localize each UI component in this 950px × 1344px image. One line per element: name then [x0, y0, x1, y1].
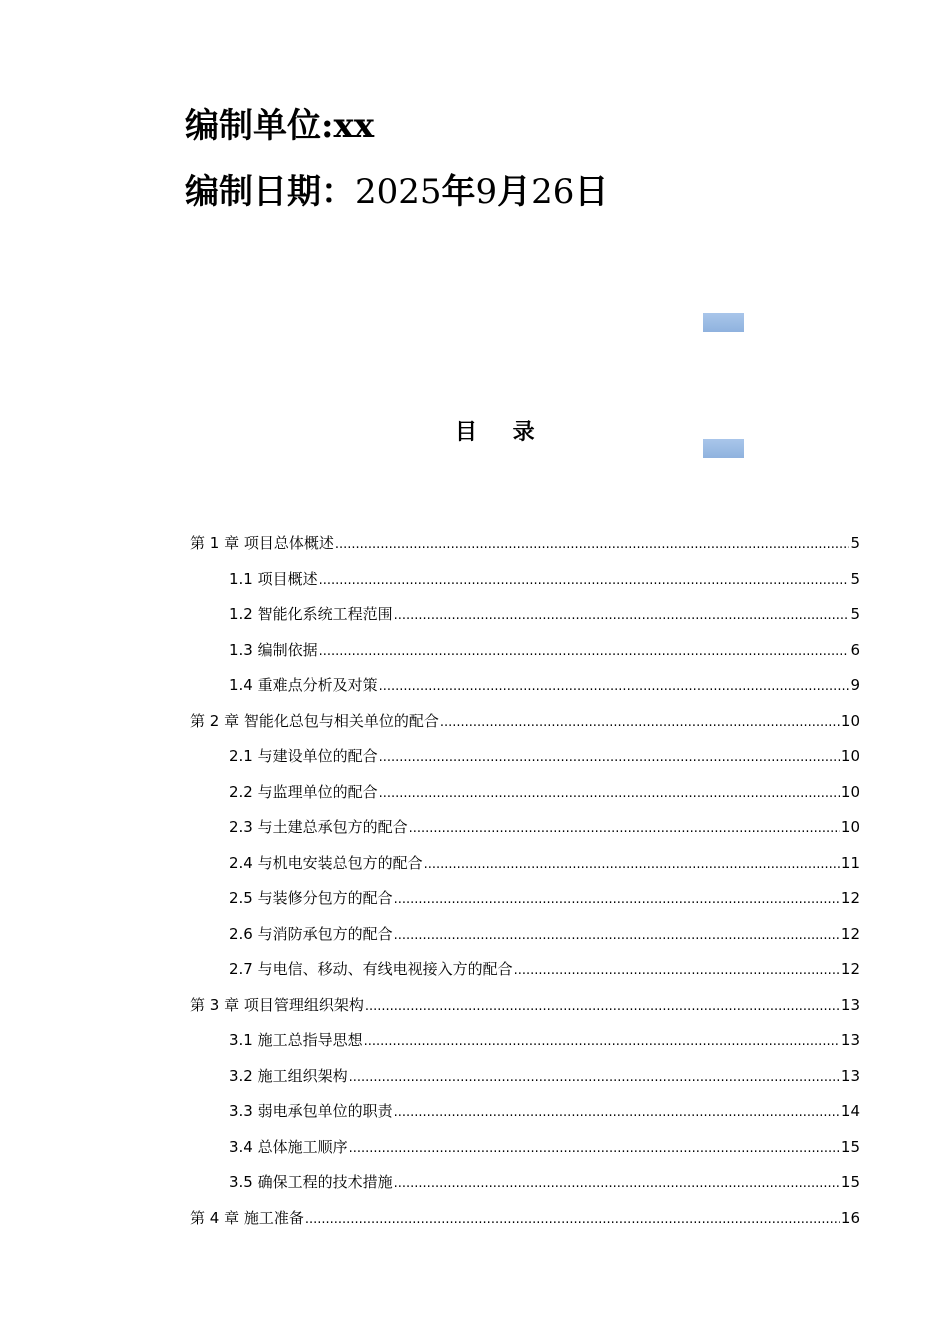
toc-entry-label: 2.7 与电信、移动、有线电视接入方的配合	[229, 960, 513, 978]
toc-entry-label: 2.5 与装修分包方的配合	[229, 889, 393, 907]
toc-entry-page: 15	[840, 1173, 860, 1191]
toc-leader-dots	[409, 811, 840, 847]
toc-entry-1-3[interactable]	[190, 633, 860, 669]
toc-entry-2-7[interactable]	[190, 952, 860, 988]
toc-entry-label: 3.3 弱电承包单位的职责	[229, 1102, 393, 1120]
toc-entry-3-4[interactable]	[190, 1130, 860, 1166]
toc-leader-dots	[394, 918, 840, 954]
toc-leader-dots	[319, 634, 850, 670]
toc-leader-dots	[364, 1024, 840, 1060]
toc-leader-dots	[394, 1095, 840, 1131]
toc-entry-page: 5	[850, 534, 860, 552]
toc-entry-page: 12	[840, 889, 860, 907]
toc-entry-page: 10	[840, 818, 860, 836]
toc-entry-page: 13	[840, 1031, 860, 1049]
toc-leader-dots	[514, 953, 840, 989]
toc-entry-chapter-3[interactable]	[190, 988, 860, 1024]
toc-entry-label: 2.3 与土建总承包方的配合	[229, 818, 408, 836]
toc-leader-dots	[365, 989, 840, 1025]
toc-entry-page: 14	[840, 1102, 860, 1120]
blue-marker-lower	[703, 439, 744, 458]
toc-entry-page: 15	[840, 1137, 860, 1156]
toc-entry-page: 12	[840, 924, 860, 943]
toc-leader-dots	[349, 1060, 840, 1096]
toc-entry-label: 2.2 与监理单位的配合	[229, 782, 378, 801]
toc-entry-label: 第 2 章 智能化总包与相关单位的配合	[190, 711, 439, 730]
toc-leader-dots	[349, 1131, 840, 1167]
toc-entry-2-5[interactable]	[190, 881, 860, 917]
toc-entry-chapter-4[interactable]	[190, 1201, 860, 1237]
date-prefix: 编制日期：	[185, 172, 355, 212]
toc-entry-3-3[interactable]	[190, 1094, 860, 1130]
date-month-char: 月	[497, 172, 532, 212]
toc-entry-page: 5	[850, 605, 860, 623]
toc-entry-page: 5	[850, 569, 860, 588]
toc-entry-1-2[interactable]	[190, 597, 860, 633]
compiling-unit: 编制单位:xx	[185, 106, 375, 146]
date-year: 2025	[355, 172, 442, 212]
toc-entry-label: 2.6 与消防承包方的配合	[229, 924, 393, 943]
date-month: 9	[475, 172, 498, 212]
table-of-contents	[190, 526, 860, 1236]
toc-entry-label: 第 1 章 项目总体概述	[190, 534, 334, 552]
toc-entry-page: 13	[840, 1066, 860, 1085]
toc-entry-label: 1.4 重难点分析及对策	[229, 676, 378, 694]
toc-entry-page: 11	[840, 853, 860, 872]
toc-entry-3-5[interactable]	[190, 1165, 860, 1201]
toc-entry-label: 2.1 与建设单位的配合	[229, 747, 378, 765]
toc-title: 目 录	[455, 420, 549, 445]
toc-entry-label: 3.5 确保工程的技术措施	[229, 1173, 393, 1191]
toc-entry-3-1[interactable]	[190, 1023, 860, 1059]
toc-entry-label: 3.2 施工组织架构	[229, 1066, 348, 1085]
toc-entry-label: 3.1 施工总指导思想	[229, 1031, 363, 1049]
toc-entry-1-4[interactable]	[190, 668, 860, 704]
toc-entry-label: 1.1 项目概述	[229, 569, 318, 588]
toc-entry-2-3[interactable]	[190, 810, 860, 846]
toc-entry-2-6[interactable]	[190, 917, 860, 953]
toc-leader-dots	[379, 669, 850, 705]
toc-entry-page: 6	[850, 640, 860, 659]
toc-leader-dots	[305, 1202, 840, 1238]
toc-entry-1-1[interactable]	[190, 562, 860, 598]
blue-marker-upper	[703, 313, 744, 332]
toc-entry-page: 12	[840, 960, 860, 978]
toc-leader-dots	[394, 598, 850, 634]
toc-entry-label: 3.4 总体施工顺序	[229, 1137, 348, 1156]
toc-entry-page: 13	[840, 995, 860, 1014]
toc-leader-dots	[440, 705, 840, 741]
compiling-date	[185, 172, 608, 212]
toc-entry-3-2[interactable]	[190, 1059, 860, 1095]
toc-entry-page: 16	[840, 1208, 860, 1227]
toc-entry-page: 10	[840, 711, 860, 730]
date-day: 26	[531, 172, 575, 212]
toc-entry-2-2[interactable]	[190, 775, 860, 811]
toc-entry-label: 1.2 智能化系统工程范围	[229, 605, 393, 623]
toc-leader-dots	[379, 776, 840, 812]
toc-leader-dots	[394, 882, 840, 918]
toc-leader-dots	[394, 1166, 840, 1202]
toc-leader-dots	[335, 527, 850, 563]
toc-entry-chapter-1[interactable]	[190, 526, 860, 562]
toc-entry-page: 10	[840, 747, 860, 765]
toc-entry-label: 第 4 章 施工准备	[190, 1208, 304, 1227]
toc-leader-dots	[319, 563, 850, 599]
toc-entry-2-1[interactable]	[190, 739, 860, 775]
toc-entry-2-4[interactable]	[190, 846, 860, 882]
toc-leader-dots	[424, 847, 840, 883]
toc-entry-page: 9	[850, 676, 860, 694]
toc-entry-chapter-2[interactable]	[190, 704, 860, 740]
date-year-char: 年	[441, 172, 476, 212]
toc-entry-page: 10	[840, 782, 860, 801]
toc-leader-dots	[379, 740, 840, 776]
toc-entry-label: 第 3 章 项目管理组织架构	[190, 995, 364, 1014]
toc-entry-label: 2.4 与机电安装总包方的配合	[229, 853, 423, 872]
toc-entry-label: 1.3 编制依据	[229, 640, 318, 659]
date-day-char: 日	[574, 172, 609, 212]
